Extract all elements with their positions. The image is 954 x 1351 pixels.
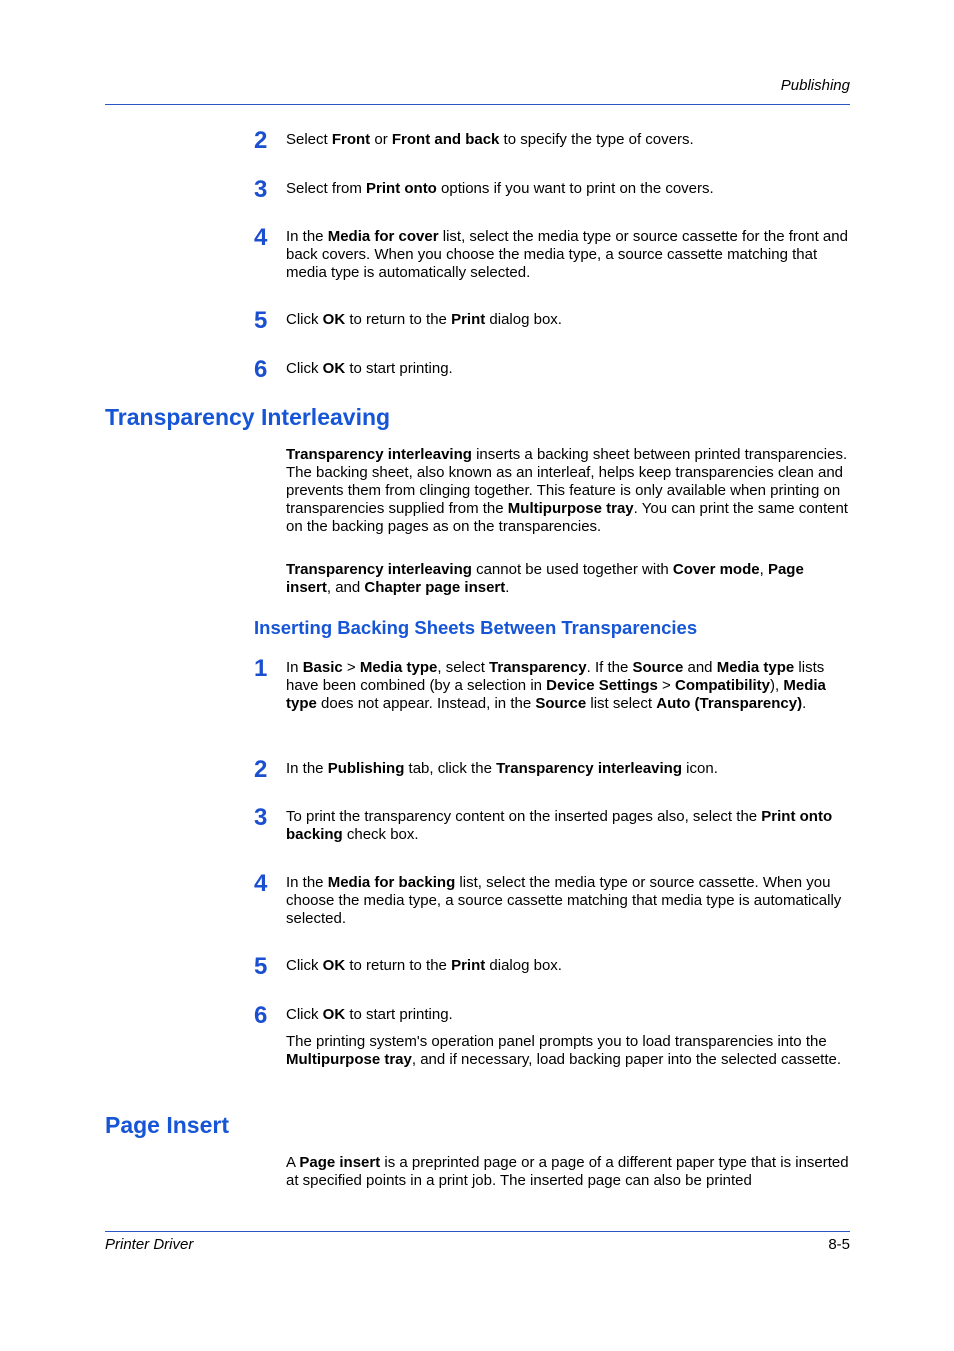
step-b-5 — [254, 953, 850, 980]
footer-title: Printer Driver — [105, 1236, 194, 1253]
step-number: 2 — [254, 127, 268, 154]
footer-rule — [105, 1231, 850, 1232]
step-number: 4 — [254, 870, 268, 897]
section1-paragraph-2: Transparency interleaving cannot be used together with Cover mode, Page insert, and Chapter page insert. — [286, 561, 804, 596]
step-text: Click OK to return to the Print dialog box. — [286, 311, 562, 328]
section-title-page-insert: Page Insert — [105, 1112, 229, 1138]
step-b-1 — [254, 655, 850, 713]
step-text: Click OK to return to the Print dialog box. — [286, 957, 562, 974]
step-text: In Basic > Media type, select Transparency. If the Source and Media type lists have been combined (by a selection in Device Settings > Compatibility), Media type does not appear. Instead, in the Source list select Auto (Transparency). — [286, 659, 826, 712]
step-a-6 — [254, 356, 850, 383]
page-number: 8-5 — [828, 1236, 850, 1253]
step-number: 1 — [254, 655, 268, 682]
step-number: 3 — [254, 804, 268, 831]
step-a-3 — [254, 176, 850, 203]
step-text: Click OK to start printing. — [286, 1006, 453, 1023]
step-number: 6 — [254, 356, 268, 383]
step-text: Select Front or Front and back to specify the type of covers. — [286, 131, 694, 148]
section2-paragraph-1: A Page insert is a preprinted page or a page of a different paper type that is inserted at specified points in a print job. The inserted page can also be printed — [286, 1154, 849, 1189]
step-number: 5 — [254, 307, 268, 334]
step-text: In the Publishing tab, click the Transparency interleaving icon. — [286, 760, 718, 777]
step-number: 6 — [254, 1002, 268, 1029]
step-text: In the Media for backing list, select the media type or source cassette. When you choose the media type, a source cassette matching that media type is automatically selected. — [286, 874, 842, 927]
step-b-6 — [254, 1002, 850, 1029]
step-a-2 — [254, 127, 850, 154]
step-text: Select from Print onto options if you want to print on the covers. — [286, 180, 714, 197]
step-b-4 — [254, 870, 850, 928]
step-number: 3 — [254, 176, 268, 203]
step-text: To print the transparency content on the inserted pages also, select the Print onto backing check box. — [286, 808, 833, 843]
step-number: 4 — [254, 224, 268, 251]
subsection-title-inserting-backing-sheets: Inserting Backing Sheets Between Transparencies — [254, 617, 698, 638]
section1-paragraph-1: Transparency interleaving inserts a backing sheet between printed transparencies. The backing sheet, also known as an interleaf, helps keep transparencies clean and prevents them from clinging together. This feature is only available when printing on transparencies supplied from the Multipurpose tray. You can print the same content on the backing pages as on the transparencies. — [286, 446, 848, 535]
section-title-transparency-interleaving: Transparency Interleaving — [105, 404, 391, 430]
step-text: Click OK to start printing. — [286, 360, 453, 377]
step-a-5 — [254, 307, 850, 334]
step-number: 2 — [254, 756, 268, 783]
step-b-2 — [254, 756, 850, 783]
step-b-3 — [254, 804, 850, 844]
step-6-note: The printing system's operation panel prompts you to load transparencies into the Multipurpose tray, and if necessary, load backing paper into the selected cassette. — [286, 1033, 842, 1068]
running-header: Publishing — [780, 77, 850, 94]
step-text: In the Media for cover list, select the media type or source cassette for the front and back covers. When you choose the media type, a source cassette matching that media type is automatically selected. — [286, 228, 848, 281]
step-a-4 — [254, 224, 850, 282]
header-rule — [105, 104, 850, 105]
step-number: 5 — [254, 953, 268, 980]
